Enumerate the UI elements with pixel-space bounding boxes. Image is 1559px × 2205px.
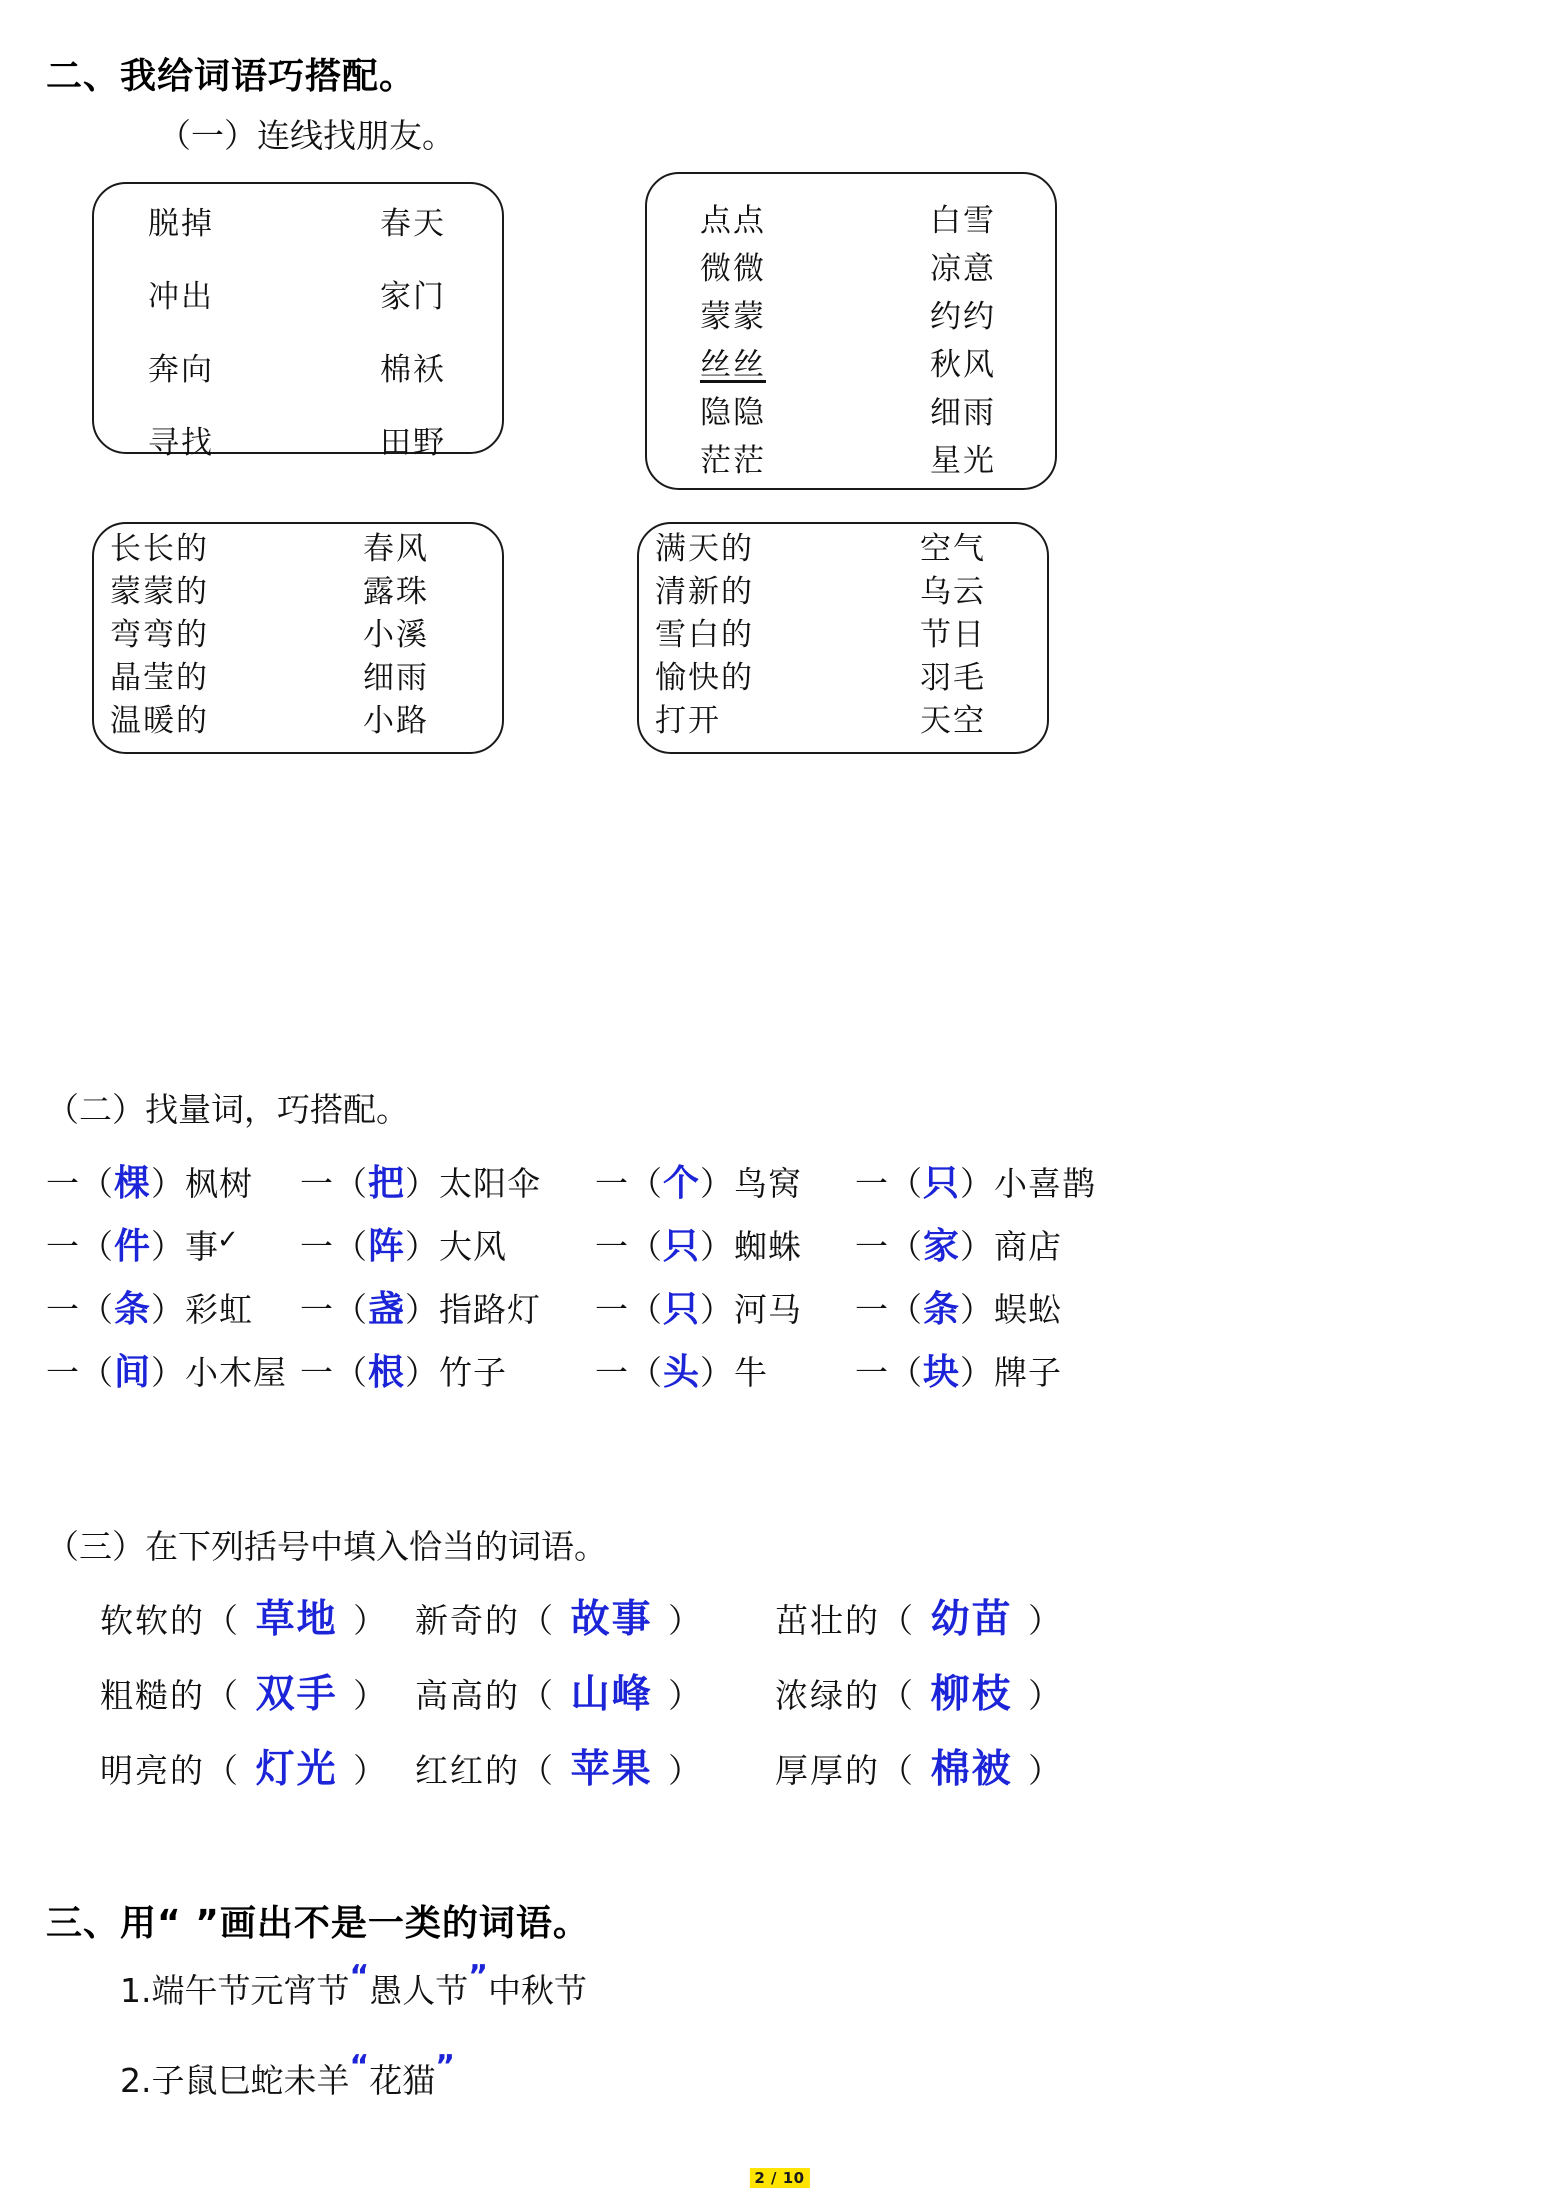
section-two-title: 二、我给词语巧搭配。 <box>46 56 417 97</box>
quantifier-item[interactable] <box>855 1344 1062 1395</box>
quantifier-item[interactable] <box>46 1344 287 1395</box>
quantifier-suffix: ） <box>960 1167 995 1203</box>
quantifier-prefix: 一（ <box>46 1230 114 1266</box>
match-word[interactable]: 丝丝 <box>700 347 766 382</box>
quantifier-noun: 蜈蚣 <box>994 1293 1063 1329</box>
fill-in-adjective: 红红的（ <box>415 1754 555 1790</box>
quantifier-answer: 头 <box>663 1352 701 1393</box>
quantifier-suffix: ） <box>700 1293 735 1329</box>
match-word[interactable]: 露珠 <box>363 574 429 609</box>
fill-in-close-paren: ） <box>668 1754 704 1790</box>
quantifier-prefix: 一（ <box>595 1293 663 1329</box>
fill-in-close-paren: ） <box>1028 1604 1064 1640</box>
quantifier-suffix: ） <box>151 1230 186 1266</box>
match-word[interactable]: 棉袄 <box>380 352 446 387</box>
quantifier-prefix: 一（ <box>46 1167 114 1203</box>
match-word[interactable]: 晶莹的 <box>110 660 209 695</box>
fill-in-answer: 草地 <box>240 1597 354 1642</box>
quantifier-prefix: 一（ <box>855 1356 923 1392</box>
fill-in-adjective: 明亮的（ <box>100 1754 240 1790</box>
quantifier-prefix: 一（ <box>595 1230 663 1266</box>
part-one-label: （一）连线找朋友。 <box>158 119 455 155</box>
fill-in-item[interactable] <box>100 1588 388 1644</box>
close-quote-mark: ” <box>468 1959 488 1994</box>
quantifier-suffix: ） <box>151 1356 186 1392</box>
quantifier-item[interactable] <box>300 1281 541 1332</box>
match-word[interactable]: 微微 <box>700 251 766 286</box>
quantifier-noun: 牛 <box>734 1356 769 1392</box>
fill-in-answer: 苹果 <box>555 1747 669 1792</box>
quantifier-answer: 把 <box>368 1163 406 1204</box>
quantifier-answer: 条 <box>923 1289 961 1330</box>
odd-one-out-line[interactable] <box>120 2049 455 2102</box>
quantifier-prefix: 一（ <box>300 1293 368 1329</box>
marked-word: 花猫 <box>369 2061 436 2100</box>
quantifier-answer: 间 <box>114 1352 152 1393</box>
fill-in-item[interactable] <box>100 1663 388 1719</box>
quantifier-suffix: ） <box>960 1230 995 1266</box>
fill-in-answer: 故事 <box>555 1597 669 1642</box>
match-word[interactable]: 满天的 <box>655 531 754 566</box>
close-quote-mark: ” <box>435 2049 455 2084</box>
quantifier-item[interactable] <box>595 1281 802 1332</box>
match-word[interactable]: 春风 <box>363 531 429 566</box>
quantifier-noun: 牌子 <box>994 1356 1063 1392</box>
fill-in-close-paren: ） <box>1028 1679 1064 1715</box>
fill-in-item[interactable] <box>415 1588 703 1644</box>
quantifier-noun: 指路灯 <box>439 1293 542 1329</box>
fill-in-adjective: 粗糙的（ <box>100 1679 240 1715</box>
quantifier-item[interactable] <box>300 1344 507 1395</box>
quantifier-answer: 阵 <box>368 1226 406 1267</box>
match-box-3-right-column <box>363 533 429 736</box>
quantifier-prefix: 一（ <box>46 1293 114 1329</box>
quantifier-answer: 只 <box>663 1289 701 1330</box>
fill-in-item[interactable] <box>775 1738 1063 1794</box>
quantifier-suffix: ） <box>700 1167 735 1203</box>
match-word[interactable]: 长长的 <box>110 531 209 566</box>
quantifier-suffix: ） <box>960 1293 995 1329</box>
match-word[interactable]: 寻找 <box>148 425 214 460</box>
quantifier-suffix: ） <box>405 1356 440 1392</box>
words-before: 子鼠巳蛇未羊 <box>151 2061 350 2100</box>
match-word[interactable]: 雪白的 <box>655 617 754 652</box>
match-word[interactable]: 小路 <box>363 703 429 738</box>
fill-in-adjective: 高高的（ <box>415 1679 555 1715</box>
fill-in-item[interactable] <box>775 1588 1063 1644</box>
fill-in-item[interactable] <box>100 1738 388 1794</box>
match-word[interactable]: 冲出 <box>148 279 214 314</box>
fill-in-close-paren: ） <box>1028 1754 1064 1790</box>
fill-in-adjective: 浓绿的（ <box>775 1679 915 1715</box>
quantifier-noun: 小木屋 <box>185 1356 288 1392</box>
quantifier-prefix: 一（ <box>595 1356 663 1392</box>
match-word[interactable]: 清新的 <box>655 574 754 609</box>
quantifier-suffix: ） <box>405 1230 440 1266</box>
match-word[interactable]: 羽毛 <box>920 660 986 695</box>
match-word[interactable]: 星光 <box>930 443 996 478</box>
odd-one-out-line[interactable] <box>120 1959 587 2012</box>
quantifier-prefix: 一（ <box>855 1293 923 1329</box>
match-word[interactable]: 温暖的 <box>110 703 209 738</box>
quantifier-item[interactable] <box>855 1218 1062 1269</box>
quantifier-item[interactable] <box>595 1218 802 1269</box>
marked-word: 愚人节 <box>369 1971 469 2010</box>
match-word[interactable]: 弯弯的 <box>110 617 209 652</box>
match-word[interactable]: 家门 <box>380 279 446 314</box>
fill-in-close-paren: ） <box>353 1604 389 1640</box>
quantifier-answer: 家 <box>923 1226 961 1267</box>
quantifier-answer: 棵 <box>114 1163 152 1204</box>
quantifier-answer: 个 <box>663 1163 701 1204</box>
match-word[interactable]: 秋风 <box>930 347 996 382</box>
quantifier-answer: 块 <box>923 1352 961 1393</box>
quantifier-noun: 大风 <box>439 1230 508 1266</box>
quantifier-suffix: ） <box>960 1356 995 1392</box>
quantifier-prefix: 一（ <box>595 1167 663 1203</box>
match-word[interactable]: 田野 <box>380 425 446 460</box>
match-word[interactable]: 茫茫 <box>700 443 766 478</box>
quantifier-suffix: ） <box>405 1293 440 1329</box>
match-box-2-right-column <box>930 205 996 476</box>
quantifier-prefix: 一（ <box>855 1167 923 1203</box>
match-word[interactable]: 春天 <box>380 206 446 241</box>
quantifier-item[interactable] <box>855 1281 1062 1332</box>
open-quote-mark: “ <box>349 1959 370 1994</box>
section-three-title: 三、用“ ”画出不是一类的词语。 <box>46 1903 590 1944</box>
check-mark-icon: ✓ <box>217 1225 240 1254</box>
fill-in-adjective: 新奇的（ <box>415 1604 555 1640</box>
match-box-1-left-column <box>148 208 214 458</box>
fill-in-answer: 柳枝 <box>915 1672 1029 1717</box>
quantifier-answer: 盏 <box>368 1289 406 1330</box>
item-number: 1. <box>120 1971 152 2010</box>
match-word[interactable]: 白雪 <box>930 203 996 238</box>
quantifier-noun: 彩虹 <box>185 1293 254 1329</box>
quantifier-item[interactable] <box>300 1155 541 1206</box>
quantifier-prefix: 一（ <box>855 1230 923 1266</box>
match-word[interactable]: 蒙蒙 <box>700 299 766 334</box>
match-word[interactable]: 打开 <box>655 703 721 738</box>
quantifier-answer: 只 <box>663 1226 701 1267</box>
quantifier-suffix: ） <box>700 1356 735 1392</box>
match-word[interactable]: 小溪 <box>363 617 429 652</box>
quantifier-prefix: 一（ <box>300 1356 368 1392</box>
words-after: 中秋节 <box>487 1971 587 2010</box>
words-before: 端午节元宵节 <box>151 1971 350 2010</box>
quantifier-suffix: ） <box>700 1230 735 1266</box>
quantifier-item[interactable] <box>855 1155 1096 1206</box>
quantifier-noun: 小喜鹊 <box>994 1167 1097 1203</box>
fill-in-answer: 灯光 <box>240 1747 354 1792</box>
quantifier-item[interactable] <box>46 1218 242 1269</box>
match-word[interactable]: 蒙蒙的 <box>110 574 209 609</box>
quantifier-answer: 根 <box>368 1352 406 1393</box>
quantifier-prefix: 一（ <box>46 1356 114 1392</box>
fill-in-item[interactable] <box>415 1663 703 1719</box>
fill-in-item[interactable] <box>775 1663 1063 1719</box>
fill-in-adjective: 软软的（ <box>100 1604 240 1640</box>
fill-in-adjective: 厚厚的（ <box>775 1754 915 1790</box>
fill-in-close-paren: ） <box>353 1679 389 1715</box>
quantifier-item[interactable] <box>46 1281 253 1332</box>
match-word[interactable]: 细雨 <box>363 660 429 695</box>
match-box-3-left-column <box>110 533 209 736</box>
quantifier-item[interactable] <box>595 1344 768 1395</box>
fill-in-answer: 幼苗 <box>915 1597 1029 1642</box>
quantifier-prefix: 一（ <box>300 1167 368 1203</box>
fill-in-close-paren: ） <box>353 1754 389 1790</box>
fill-in-close-paren: ） <box>668 1679 704 1715</box>
match-word[interactable]: 奔向 <box>148 352 214 387</box>
fill-in-close-paren: ） <box>668 1604 704 1640</box>
match-box-2-left-column <box>700 205 766 476</box>
quantifier-item[interactable] <box>300 1218 507 1269</box>
quantifier-answer: 件 <box>114 1226 152 1267</box>
match-box-4-left-column <box>655 533 754 736</box>
fill-in-answer: 山峰 <box>555 1672 669 1717</box>
match-word[interactable]: 凉意 <box>930 251 996 286</box>
page-number: 2 / 10 <box>749 2168 809 2188</box>
part-two-label: （二）找量词，巧搭配。 <box>46 1091 409 1128</box>
quantifier-suffix: ） <box>151 1293 186 1329</box>
quantifier-suffix: ） <box>151 1167 186 1203</box>
quantifier-noun: 枫树 <box>185 1167 254 1203</box>
match-box-4-right-column <box>920 533 986 736</box>
quantifier-noun: 商店 <box>994 1230 1063 1266</box>
match-word[interactable]: 天空 <box>920 703 986 738</box>
fill-in-adjective: 茁壮的（ <box>775 1604 915 1640</box>
quantifier-noun: 河马 <box>734 1293 803 1329</box>
fill-in-answer: 双手 <box>240 1672 354 1717</box>
quantifier-answer: 条 <box>114 1289 152 1330</box>
match-word[interactable]: 点点 <box>700 203 766 238</box>
match-word[interactable]: 约约 <box>930 299 996 334</box>
match-word[interactable]: 细雨 <box>930 395 996 430</box>
quantifier-noun: 蜘蛛 <box>734 1230 803 1266</box>
quantifier-item[interactable] <box>46 1155 253 1206</box>
match-word[interactable]: 愉快的 <box>655 660 754 695</box>
match-box-1-right-column <box>380 208 446 458</box>
match-word[interactable]: 空气 <box>920 531 986 566</box>
quantifier-prefix: 一（ <box>300 1230 368 1266</box>
quantifier-noun: 竹子 <box>439 1356 508 1392</box>
match-word[interactable]: 节日 <box>920 617 986 652</box>
match-word[interactable]: 脱掉 <box>148 206 214 241</box>
item-number: 2. <box>120 2061 152 2100</box>
match-word[interactable]: 隐隐 <box>700 395 766 430</box>
match-word[interactable]: 乌云 <box>920 574 986 609</box>
quantifier-noun: 事 <box>185 1230 220 1266</box>
fill-in-answer: 棉被 <box>915 1747 1029 1792</box>
quantifier-noun: 鸟窝 <box>734 1167 803 1203</box>
fill-in-item[interactable] <box>415 1738 703 1794</box>
quantifier-item[interactable] <box>595 1155 802 1206</box>
quantifier-suffix: ） <box>405 1167 440 1203</box>
part-three-label: （三）在下列括号中填入恰当的词语。 <box>46 1528 607 1565</box>
open-quote-mark: “ <box>349 2049 370 2084</box>
quantifier-answer: 只 <box>923 1163 961 1204</box>
quantifier-noun: 太阳伞 <box>439 1167 542 1203</box>
